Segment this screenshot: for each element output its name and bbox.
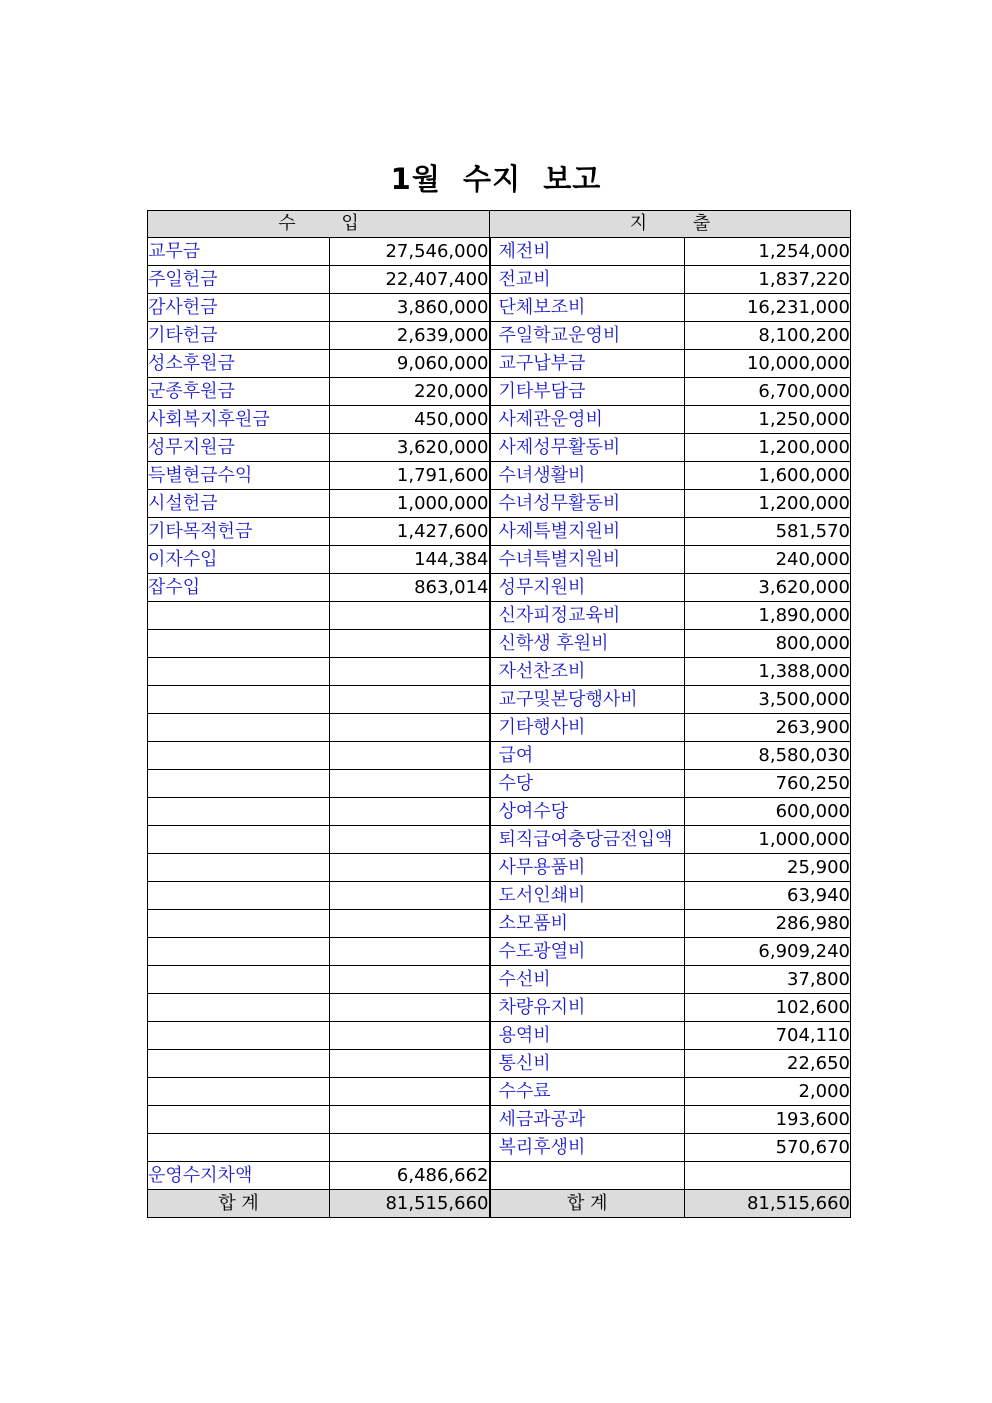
empty-cell [148,770,330,798]
empty-cell [330,938,490,966]
income-amount: 1,427,600 [330,518,490,546]
expense-amount: 16,231,000 [685,294,851,322]
expense-amount: 3,500,000 [685,686,851,714]
table-row [148,350,851,378]
table-row [148,490,851,518]
income-amount: 144,384 [330,546,490,574]
empty-cell [330,882,490,910]
table-row [148,658,851,686]
expense-amount: 6,909,240 [685,938,851,966]
expense-label: 수도광열비 [490,938,685,966]
expense-label: 제전비 [490,238,685,266]
expense-label: 주일학교운영비 [490,322,685,350]
income-header: 수 입 [148,211,490,238]
income-amount: 1,791,600 [330,462,490,490]
table-row [148,910,851,938]
expense-amount: 1,000,000 [685,826,851,854]
expense-amount: 1,250,000 [685,406,851,434]
expense-label: 차량유지비 [490,994,685,1022]
table-row [148,966,851,994]
expense-amount: 22,650 [685,1050,851,1078]
expense-amount: 760,250 [685,770,851,798]
expense-label: 사무용품비 [490,854,685,882]
expense-label: 급여 [490,742,685,770]
income-label: 기타헌금 [148,322,330,350]
empty-cell [148,994,330,1022]
table-row [148,462,851,490]
empty-cell [148,1050,330,1078]
table-row [148,518,851,546]
balance-row [148,1162,851,1190]
income-amount: 1,000,000 [330,490,490,518]
expense-label: 기타행사비 [490,714,685,742]
income-label: 군종후원금 [148,378,330,406]
expense-amount: 10,000,000 [685,350,851,378]
empty-cell [330,994,490,1022]
income-label: 득별현금수익 [148,462,330,490]
expense-label: 신학생 후원비 [490,630,685,658]
table-row [148,434,851,462]
expense-label: 수당 [490,770,685,798]
expense-label: 용역비 [490,1022,685,1050]
table-row [148,546,851,574]
table-row [148,686,851,714]
balance-label: 운영수지차액 [148,1162,330,1190]
table-row [148,630,851,658]
expense-amount: 37,800 [685,966,851,994]
table-row [148,854,851,882]
expense-label: 퇴직급여충당금전입액 [490,826,685,854]
income-amount: 450,000 [330,406,490,434]
empty-cell [148,1022,330,1050]
table-row [148,322,851,350]
expense-amount: 6,700,000 [685,378,851,406]
empty-cell [148,714,330,742]
table-row [148,602,851,630]
table-row [148,378,851,406]
expense-label: 수수료 [490,1078,685,1106]
income-amount: 22,407,400 [330,266,490,294]
income-amount: 9,060,000 [330,350,490,378]
expense-amount: 600,000 [685,798,851,826]
income-label: 교무금 [148,238,330,266]
expense-label: 수녀생활비 [490,462,685,490]
table-row [148,294,851,322]
expense-amount: 263,900 [685,714,851,742]
table-row [148,742,851,770]
empty-cell [330,854,490,882]
empty-cell [148,910,330,938]
expense-amount: 193,600 [685,1106,851,1134]
expense-label: 사제특별지원비 [490,518,685,546]
table-row [148,882,851,910]
empty-cell [148,686,330,714]
expense-label: 기타부담금 [490,378,685,406]
expense-amount: 8,580,030 [685,742,851,770]
empty-cell [330,1106,490,1134]
expense-label: 수녀성무활동비 [490,490,685,518]
empty-cell [148,798,330,826]
empty-cell [685,1162,851,1190]
table-row [148,770,851,798]
income-amount: 3,620,000 [330,434,490,462]
table-row [148,406,851,434]
income-amount: 220,000 [330,378,490,406]
empty-cell [148,1078,330,1106]
empty-cell [330,714,490,742]
empty-cell [148,882,330,910]
expense-label: 통신비 [490,1050,685,1078]
expense-amount: 2,000 [685,1078,851,1106]
balance-amount: 6,486,662 [330,1162,490,1190]
empty-cell [490,1162,685,1190]
expense-amount: 581,570 [685,518,851,546]
expense-label: 복리후생비 [490,1134,685,1162]
income-label: 이자수입 [148,546,330,574]
expense-amount: 286,980 [685,910,851,938]
table-row [148,266,851,294]
expense-label: 전교비 [490,266,685,294]
expense-label: 도서인쇄비 [490,882,685,910]
empty-cell [148,1106,330,1134]
expense-amount: 3,620,000 [685,574,851,602]
income-label: 감사헌금 [148,294,330,322]
income-total-label: 합 계 [148,1190,330,1218]
income-label: 성무지원금 [148,434,330,462]
table-row [148,714,851,742]
expense-label: 사제성무활동비 [490,434,685,462]
empty-cell [148,742,330,770]
empty-cell [330,1022,490,1050]
empty-cell [148,826,330,854]
income-label: 시설헌금 [148,490,330,518]
expense-amount: 1,388,000 [685,658,851,686]
expense-amount: 570,670 [685,1134,851,1162]
empty-cell [330,1050,490,1078]
empty-cell [330,966,490,994]
expense-label: 신자피정교육비 [490,602,685,630]
expense-amount: 800,000 [685,630,851,658]
income-amount: 863,014 [330,574,490,602]
table-row [148,1022,851,1050]
expense-total-amount: 81,515,660 [685,1190,851,1218]
expense-header: 지 출 [490,211,851,238]
empty-cell [148,966,330,994]
income-label: 잡수입 [148,574,330,602]
empty-cell [148,938,330,966]
expense-label: 상여수당 [490,798,685,826]
table-row [148,1078,851,1106]
expense-label: 수녀특별지원비 [490,546,685,574]
expense-label: 수선비 [490,966,685,994]
expense-amount: 1,200,000 [685,434,851,462]
table-row [148,1134,851,1162]
income-label: 주일헌금 [148,266,330,294]
empty-cell [148,1134,330,1162]
empty-cell [330,686,490,714]
empty-cell [330,910,490,938]
expense-amount: 1,600,000 [685,462,851,490]
table-row [148,574,851,602]
empty-cell [330,742,490,770]
income-total-amount: 81,515,660 [330,1190,490,1218]
table-header-row [148,211,851,238]
page-title: 1월 수지 보고 [390,162,602,196]
expense-total-label: 합 계 [490,1190,685,1218]
income-expense-table [147,210,851,1218]
empty-cell [330,602,490,630]
expense-amount: 1,890,000 [685,602,851,630]
empty-cell [330,826,490,854]
empty-cell [148,854,330,882]
empty-cell [330,1134,490,1162]
empty-cell [148,602,330,630]
expense-amount: 25,900 [685,854,851,882]
expense-label: 소모품비 [490,910,685,938]
empty-cell [148,630,330,658]
empty-cell [148,658,330,686]
income-amount: 27,546,000 [330,238,490,266]
income-amount: 3,860,000 [330,294,490,322]
table-row [148,1050,851,1078]
empty-cell [330,630,490,658]
expense-amount: 240,000 [685,546,851,574]
expense-label: 교구납부금 [490,350,685,378]
table-row [148,1106,851,1134]
income-label: 사회복지후원금 [148,406,330,434]
table-row [148,238,851,266]
table-row [148,826,851,854]
empty-cell [330,658,490,686]
expense-label: 세금과공과 [490,1106,685,1134]
expense-amount: 704,110 [685,1022,851,1050]
empty-cell [330,1078,490,1106]
income-label: 기타목적헌금 [148,518,330,546]
expense-amount: 1,837,220 [685,266,851,294]
expense-amount: 102,600 [685,994,851,1022]
income-label: 성소후원금 [148,350,330,378]
income-amount: 2,639,000 [330,322,490,350]
expense-amount: 1,254,000 [685,238,851,266]
expense-label: 교구및본당행사비 [490,686,685,714]
table-body [148,238,851,1162]
expense-label: 사제관운영비 [490,406,685,434]
expense-label: 단체보조비 [490,294,685,322]
expense-amount: 63,940 [685,882,851,910]
expense-label: 자선찬조비 [490,658,685,686]
table-row [148,798,851,826]
expense-label: 성무지원비 [490,574,685,602]
total-row [148,1190,851,1218]
expense-amount: 1,200,000 [685,490,851,518]
empty-cell [330,798,490,826]
empty-cell [330,770,490,798]
expense-amount: 8,100,200 [685,322,851,350]
table-row [148,994,851,1022]
table-row [148,938,851,966]
